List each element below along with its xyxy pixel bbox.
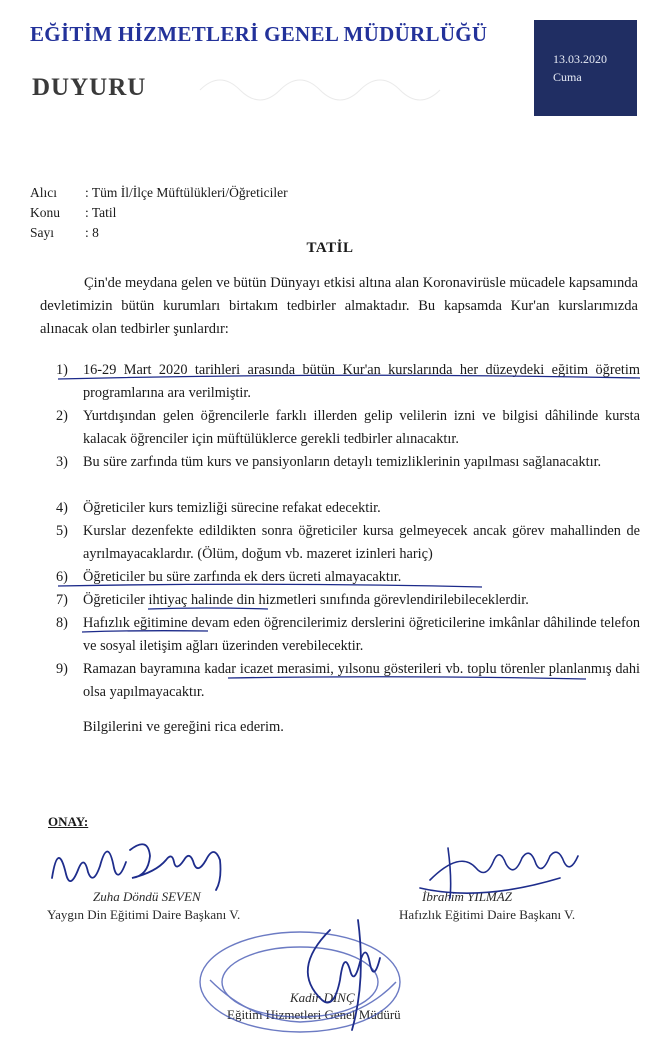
signatory-name: Zuha Döndü SEVEN [93,889,201,904]
item-number: 6) [56,569,68,585]
item-text: Hafızlık eğitimine devam eden öğrencilerimiz derslerini öğreticilerine imkânlar dâhilinde telefon ve sosyal iletişim ağları üzerinden verebilecektir. [83,615,640,654]
meta-value: : 8 [85,225,99,240]
list-item [56,359,640,405]
announcement-heading: TATİL [306,240,354,256]
item-text: 16-29 Mart 2020 tarihleri arasında bütün Kur'an kurslarında her düzeydeki eğitim öğretim programlarına ara verilmiştir. [83,362,640,401]
item-number: 1) [56,362,68,378]
list-item [56,589,640,612]
item-text: Ramazan bayramına kadar icazet merasimi, yılsonu gösterileri vb. toplu törenler planlanmış dahi olsa yapılmayacaktır. [83,661,640,700]
meta-subject [30,205,116,221]
meta-value: : Tüm İl/İlçe Müftülükleri/Öğreticiler [85,185,288,200]
item-text: Yurtdışından gelen öğrencilerle farklı illerden gelip velilerin izni ve bilgisi dâhilinde kursta kalacak öğrenciler için müftülüklerce gerekli tedbirler alınacaktır. [83,408,640,447]
meta-recipient [30,185,288,201]
item-text: Bu süre zarfında tüm kurs ve pansiyonların detaylı temizliklerinin yapılması sağlanacaktır. [83,454,602,470]
item-number: 3) [56,454,68,470]
meta-value: : Tatil [85,205,117,220]
date-box [534,20,637,116]
item-number: 2) [56,408,68,424]
closing-line: Bilgilerini ve gereğini rica ederim. [83,719,284,735]
signatory-name: Kadir DİNÇ [290,990,355,1005]
list-item [56,612,640,658]
intro-paragraph: Çin'de meydana gelen ve bütün Dünyayı etkisi altına alan Koronavirüsle mücadele kapsamında devletimizin bütün kurumları birtakım tedbirler almaktadır. Bu kapsamda Kur'an kurslarımızda alınacak olan tedbirler şunlardır: [40,275,638,337]
signatory-title: Hafızlık Eğitimi Daire Başkanı V. [399,907,576,922]
item-text: Öğreticiler kurs temizliği sürecine refakat edecektir. [83,500,381,516]
signatory-title: Yaygın Din Eğitimi Daire Başkanı V. [47,907,241,922]
signatory-name: İbrahim YILMAZ [422,889,512,904]
list-item [56,658,640,704]
meta-key: Sayı [30,225,55,240]
list-item [56,566,640,589]
list-item [56,451,640,474]
header-watermark [200,80,440,100]
item-text: Öğreticiler ihtiyaç halinde din hizmetleri sınıfında görevlendirilebileceklerdir. [83,592,529,608]
item-text: Öğreticiler bu süre zarfında ek ders ücreti almayacaktır. [83,569,402,585]
meta-key: Konu [30,205,60,220]
item-text: Kurslar dezenfekte edildikten sonra öğreticiler kursa gelmeyecek ancak görev mahallinden de ayrılmayacaklardır. (Ölüm, doğum vb. mazeret izinleri hariç) [83,523,640,562]
meta-number [30,225,99,241]
signature-seven [52,844,221,890]
item-number: 4) [56,500,68,516]
weekday-text: Cuma [553,70,582,84]
item-number: 8) [56,615,68,631]
organization-title: EĞİTİM HİZMETLERİ GENEL MÜDÜRLÜĞÜ [30,22,488,46]
signatory-title: Eğitim Hizmetleri Genel Müdürü [227,1007,401,1022]
date-text: 13.03.2020 [553,52,607,66]
list-item [56,405,640,451]
item-number: 9) [56,661,68,677]
document-type: DUYURU [32,74,147,101]
list-item [56,520,640,566]
list-item [56,497,640,520]
approval-label: ONAY: [48,814,89,829]
item-number: 7) [56,592,68,608]
meta-key: Alıcı [30,185,57,200]
item-number: 5) [56,523,68,539]
